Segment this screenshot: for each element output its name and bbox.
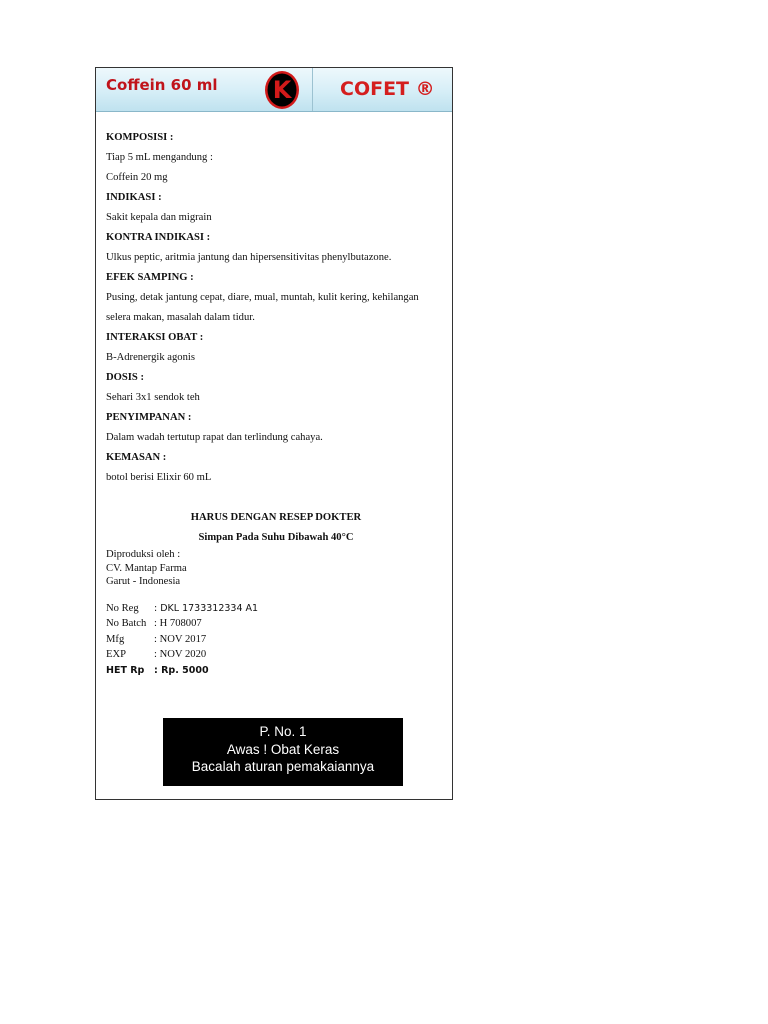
reg-key: No Reg	[106, 602, 139, 614]
dosis-text: Sehari 3x1 sendok teh	[106, 392, 200, 403]
penyimpanan-text: Dalam wadah tertutup rapat dan terlindung cahaya.	[106, 432, 323, 443]
reg-value: : Rp. 5000	[154, 664, 209, 676]
interaksi-obat-heading: INTERAKSI OBAT :	[106, 332, 204, 343]
efek-samping-text-2: selera makan, masalah dalam tidur.	[106, 312, 255, 323]
reg-value: : NOV 2017	[154, 633, 207, 645]
label-header	[96, 68, 452, 112]
reg-value: : DKL 1733312334 A1	[154, 602, 259, 614]
komposisi-line-1: Tiap 5 mL mengandung :	[106, 152, 213, 163]
interaksi-obat-text: B-Adrenergik agonis	[106, 352, 195, 363]
warning-line-2: Awas ! Obat Keras	[226, 741, 340, 757]
producer-location: Garut - Indonesia	[106, 576, 181, 587]
warning-line-1: P. No. 1	[259, 724, 307, 739]
svg-text:K: K	[272, 76, 292, 104]
warning-line-3: Bacalah aturan pemakaiannya	[191, 759, 375, 774]
efek-samping-heading: EFEK SAMPING :	[106, 272, 194, 283]
reg-value: : H 708007	[154, 618, 202, 629]
hard-drug-warning-box	[163, 718, 403, 786]
medicine-label	[95, 67, 453, 800]
dosis-heading: DOSIS :	[106, 372, 144, 383]
indikasi-heading: INDIKASI :	[106, 192, 162, 203]
reg-row-no-reg	[106, 601, 446, 617]
reg-key: No Batch	[106, 618, 147, 629]
komposisi-line-2: Coffein 20 mg	[106, 172, 168, 183]
komposisi-heading: KOMPOSISI :	[106, 132, 174, 143]
producer-company: CV. Mantap Farma	[106, 562, 187, 574]
indikasi-text: Sakit kepala dan migrain	[106, 212, 212, 223]
reg-row-het	[106, 663, 446, 679]
product-name: Coffein 60 ml	[106, 76, 218, 94]
storage-notice: Simpan Pada Suhu Dibawah 40°C	[198, 532, 354, 543]
label-body	[106, 128, 446, 678]
producer-label: Diproduksi oleh :	[106, 549, 181, 560]
kemasan-heading: KEMASAN :	[106, 452, 167, 463]
efek-samping-text-1: Pusing, detak jantung cepat, diare, mual, muntah, kulit kering, kehilangan	[106, 292, 419, 303]
kontra-indikasi-text: Ulkus peptic, aritmia jantung dan hipersensitivitas phenylbutazone.	[106, 252, 392, 263]
kemasan-text: botol berisi Elixir 60 mL	[106, 472, 212, 483]
reg-row-batch	[106, 616, 446, 632]
reg-key: HET Rp	[106, 664, 145, 676]
kontra-indikasi-heading: KONTRA INDIKASI :	[106, 232, 211, 243]
reg-row-mfg	[106, 632, 446, 648]
reg-key: EXP	[106, 649, 127, 660]
header-divider	[312, 68, 313, 111]
brand-name: COFET ®	[340, 78, 435, 100]
prescription-notice: HARUS DENGAN RESEP DOKTER	[190, 512, 362, 523]
brand-logo-icon	[264, 70, 300, 110]
reg-key: Mfg	[106, 633, 125, 645]
reg-row-exp	[106, 647, 446, 663]
spacer	[106, 488, 446, 508]
spacer	[106, 589, 446, 601]
penyimpanan-heading: PENYIMPANAN :	[106, 412, 192, 423]
reg-value: : NOV 2020	[154, 649, 207, 660]
